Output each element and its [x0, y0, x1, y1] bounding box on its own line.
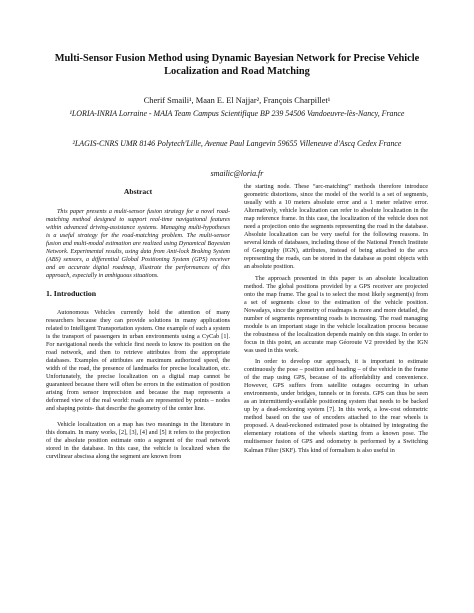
affiliation-1: ¹LORIA-INRIA Lorraine - MAIA Team Campus Scientifique BP 239 54506 Vandoeuvre-lès-Nancy, France: [69, 109, 405, 118]
affiliation-2: ²LAGIS-CNRS UMR 8146 Polytech'Lille, Avenue Paul Langevin 59655 Villeneuve d'Ascq Cedex France: [72, 139, 402, 148]
intro-paragraph-1: Autonomous Vehicles currently hold the attention of many researchers because they can provide solutions in many applications related to Intelligent Transportation system. One example of such a system is the transport of passengers in urban environments using a CyCab [1]. For navigational needs the vehicle first needs to know its position on the road network, and then to retrieve attributes from the appropriate databases. Examples of attributes are maximum authorized speed, the width of the road, the presence of landmarks for precise localization, etc. Unfortunately, the precise localization on a digital map cannot be guaranteed because there will often be errors in the estimation of position arising from sensor imprecision and because the map represents a deformed view of the real world: roads are represented by points – nodes and shaping points- that describe the geometry of the center line.: [46, 309, 230, 413]
author-email: smailic@loria.fr: [210, 169, 264, 178]
left-column: [46, 183, 230, 461]
intro-paragraph-2: Vehicle localization on a map has two meanings in the literature in this domain. In many works, [2], [3], [4] and [5] it refers to the projection of the absolute position estimate onto a segment of the road network stored in the database. In this case, the vehicle is localized when the curvilinear abscissa along the segment are known from: [46, 422, 230, 461]
right-paragraph-1: the starting node. These “arc-matching” methods therefore introduce geometric distortions, since the model of the world is a set of segments, usually with a 10 meters absolute error and a 1 meter relative error. Alternatively, vehicle localization can refer to absolute localization in the map reference frame. In this case, the localization of the vehicle does not need a projection onto the segments representing the road in the database. Absolute localization can be very useful for the following reasons. In several kinds of databases, including those of the National French Institute of Geography (IGN), attributes, instead of being attached to the arcs representing the roads, can be stored in the database as point objects with an absolute position.: [244, 184, 428, 271]
section-heading-introduction: 1. Introduction: [46, 289, 97, 299]
abstract-text: This paper presents a multi-sensor fusion strategy for a novel road-matching method designed to support real-time navigational features within advanced driving-assistance systems. Managing multi-hypotheses is a useful strategy for the road-matching problem. The multi-sensor fusion and multi-modal estimation are realized using Dynamical Bayesian Network. Experimental results, using data from Anti-lock Braking System (ABS) sensors, a differential Global Positioning System (GPS) receiver and an accurate digital roadmap, illustrate the performances of this approach, especially in ambiguous situations.: [46, 209, 230, 280]
paper-title: Multi-Sensor Fusion Method using Dynamic Bayesian Network for Precise Vehicle Localization and Road Matching: [54, 53, 420, 77]
abstract-heading: Abstract: [123, 187, 153, 196]
right-column: [244, 183, 428, 455]
author-list: Cherif Smaili¹, Maan E. El Najjar², François Charpillet¹: [143, 96, 331, 105]
right-paragraph-3: In order to develop our approach, it is important to estimate continuously the pose – position and heading – of the vehicle in the frame of the map using GPS, because of its affordability and convenience. However, GPS suffers from satellite outages occurring in urban environments, under bridges, tunnels or in forests. GPS can thus be seen as an intermittently-available positioning system that needs to be backed up by a dead-reckoning system [7]. In this work, a low-cost odometric method based on the use of encoders attached to the rear wheels is proposed. A dead-reckoned estimated pose is obtained by integrating the elementary rotations of the wheels starting from a known pose. The multisensor fusion of GPS and odometry is performed by a Switching Kalman Filter (SKF). This kind of formalism is also useful in: [244, 358, 428, 454]
right-paragraph-2: The approach presented in this paper is an absolute localization method. The global positions provided by a GPS receiver are projected onto the map frame. The goal is to select the most likely segment(s) from a set of segments close to the estimation of the vehicle position. Nowadays, since the geometry of roadmaps is more and more detailed, the number of segments representing roads is increasing. The road managing module is an important stage in the vehicle localization process because the robustness of the localization depends mainly on this stage. In order to focus in this point, an accurate map Géoroute V2 provided by the IGN was used in this work.: [244, 275, 428, 354]
